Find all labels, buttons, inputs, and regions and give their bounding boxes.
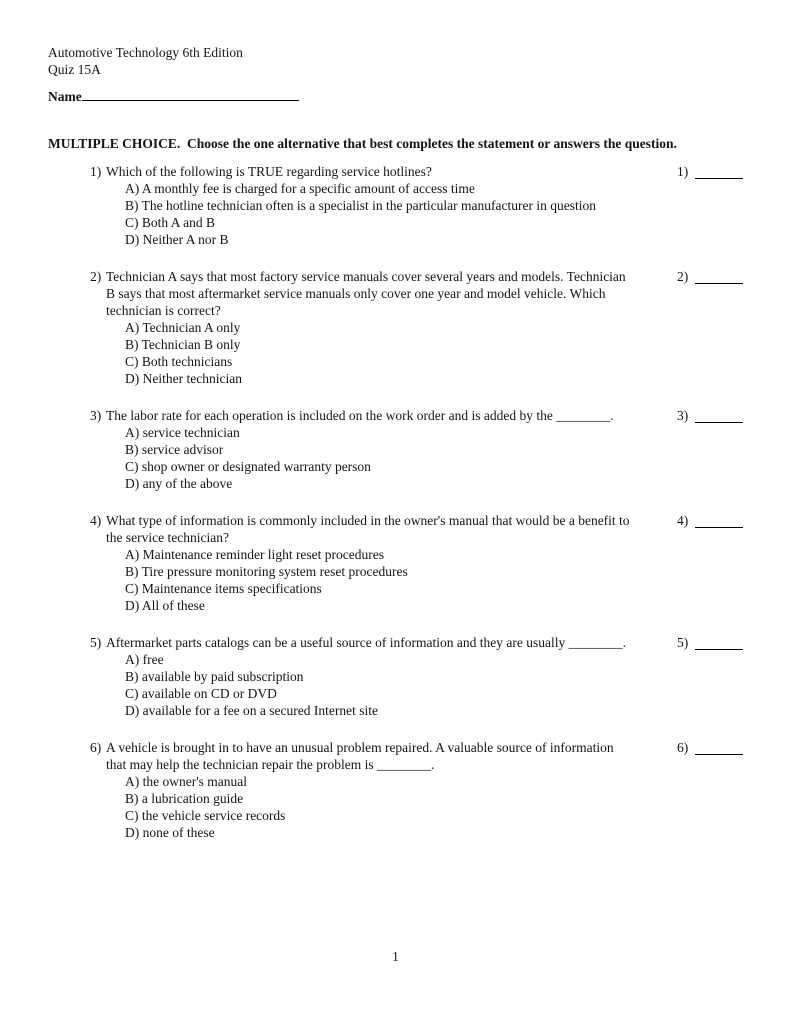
quiz-subtitle: Quiz 15A <box>48 62 101 77</box>
answer-option: A) A monthly fee is charged for a specific amount of access time <box>125 181 475 196</box>
answer-blank-line <box>695 407 743 423</box>
question-number: 1) <box>90 164 102 179</box>
answer-option: D) Neither A nor B <box>125 232 229 247</box>
question-number: 2) <box>90 269 102 284</box>
option-list <box>125 180 630 248</box>
option-list <box>125 319 630 387</box>
question-block-5 <box>90 634 746 719</box>
question-block-3 <box>90 407 746 492</box>
option-list <box>125 773 630 841</box>
answer-slot <box>677 407 746 424</box>
answer-option: C) Both A and B <box>125 215 216 230</box>
question-text: What type of information is commonly included in the owner's manual that would be a benefit to the service technician? <box>106 513 630 545</box>
option-list <box>125 546 630 614</box>
answer-option: C) shop owner or designated warranty person <box>125 459 371 474</box>
question-text: Which of the following is TRUE regarding service hotlines? <box>106 164 432 179</box>
answer-option: C) available on CD or DVD <box>125 686 277 701</box>
answer-slot <box>677 512 746 529</box>
answer-option: A) service technician <box>125 425 240 440</box>
question-block-4 <box>90 512 746 614</box>
answer-blank-line <box>695 739 743 755</box>
answer-number: 6) <box>677 740 689 755</box>
question-number: 3) <box>90 408 102 423</box>
answer-number: 2) <box>677 269 689 284</box>
answer-option: B) Technician B only <box>125 337 241 352</box>
answer-option: B) Tire pressure monitoring system reset procedures <box>125 564 408 579</box>
answer-option: A) Technician A only <box>125 320 241 335</box>
answer-slot <box>677 634 746 651</box>
answer-slot <box>677 268 746 285</box>
question-text: Aftermarket parts catalogs can be a useful source of information and they are usually ________. <box>106 635 626 650</box>
answer-blank-line <box>695 163 743 179</box>
answer-blank-line <box>695 268 743 284</box>
answer-number: 4) <box>677 513 689 528</box>
answer-option: B) The hotline technician often is a specialist in the particular manufacturer in question <box>125 198 596 213</box>
option-list <box>125 424 630 492</box>
answer-option: B) service advisor <box>125 442 224 457</box>
question-text: The labor rate for each operation is included on the work order and is added by the ________. <box>106 408 614 423</box>
option-list <box>125 651 630 719</box>
answer-option: C) Maintenance items specifications <box>125 581 322 596</box>
name-blank-line <box>82 87 299 101</box>
answer-slot <box>677 163 746 180</box>
answer-option: D) All of these <box>125 598 205 613</box>
answer-number: 3) <box>677 408 689 423</box>
answer-number: 1) <box>677 164 689 179</box>
answer-option: D) Neither technician <box>125 371 242 386</box>
question-number: 6) <box>90 740 102 755</box>
question-block-6 <box>90 739 746 841</box>
question-list <box>48 163 746 841</box>
page-number: 1 <box>392 949 399 964</box>
answer-number: 5) <box>677 635 689 650</box>
name-label: Name <box>48 89 82 104</box>
answer-option: C) Both technicians <box>125 354 233 369</box>
multiple-choice-instructions: MULTIPLE CHOICE. Choose the one alternative that best completes the statement or answers the question. <box>48 136 677 151</box>
question-text: Technician A says that most factory service manuals cover several years and models. Technician B says that most aftermarket service manuals only cover one year and model vehicle. Which technician is correct? <box>106 269 626 318</box>
question-block-2 <box>90 268 746 387</box>
answer-option: C) the vehicle service records <box>125 808 286 823</box>
answer-option: A) Maintenance reminder light reset procedures <box>125 547 385 562</box>
answer-option: B) available by paid subscription <box>125 669 304 684</box>
answer-option: B) a lubrication guide <box>125 791 244 806</box>
answer-slot <box>677 739 746 756</box>
answer-blank-line <box>695 634 743 650</box>
answer-blank-line <box>695 512 743 528</box>
question-block-1 <box>90 163 746 248</box>
answer-option: A) the owner's manual <box>125 774 248 789</box>
answer-option: D) available for a fee on a secured Internet site <box>125 703 378 718</box>
question-text: A vehicle is brought in to have an unusual problem repaired. A valuable source of information that may help the technician repair the problem is ________. <box>106 740 614 772</box>
question-number: 5) <box>90 635 102 650</box>
answer-option: D) none of these <box>125 825 215 840</box>
question-number: 4) <box>90 513 102 528</box>
answer-option: A) free <box>125 652 164 667</box>
name-row <box>48 87 746 105</box>
answer-option: D) any of the above <box>125 476 233 491</box>
quiz-title: Automotive Technology 6th Edition <box>48 45 243 60</box>
